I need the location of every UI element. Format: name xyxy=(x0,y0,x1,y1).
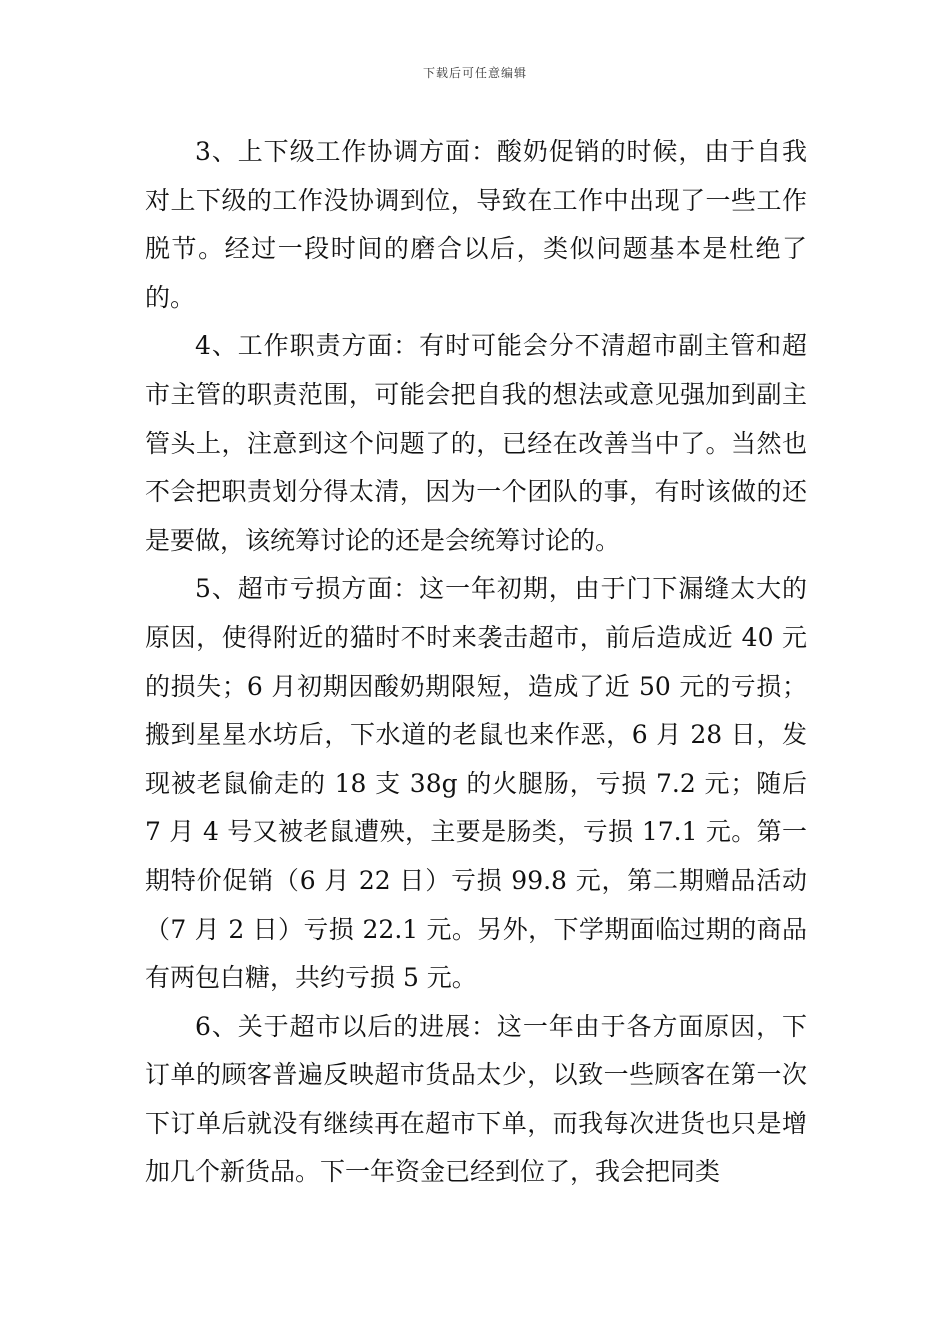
paragraph-5: 5、超市亏损方面：这一年初期，由于门下漏缝太大的原因，使得附近的猫时不时来袭击超市，前后造成近 40 元的损失；6 月初期因酸奶期限短，造成了近 50 元的亏损；搬到星星水坊后，下水道的老鼠也来作恶，6 月 28 日，发现被老鼠偷走的 18 支 38g 的火腿肠，亏损 7.2 元；随后 7 月 4 号又被老鼠遭殃，主要是肠类，亏损 17.1 元。第一期特价促销（6 月 22 日）亏损 99.8 元，第二期赠品活动（7 月 2 日）亏损 22.1 元。另外，下学期面临过期的商品有两包白糖，共约亏损 5 元。 xyxy=(145,574,807,993)
paragraph-6: 6、关于超市以后的进展：这一年由于各方面原因，下订单的顾客普遍反映超市货品太少，以致一些顾客在第一次下订单后就没有继续再在超市下单，而我每次进货也只是增加几个新货品。下一年资金已经到位了，我会把同类 xyxy=(145,1011,807,1187)
paragraph-4: 4、工作职责方面：有时可能会分不清超市副主管和超市主管的职责范围，可能会把自我的想法或意见强加到副主管头上，注意到这个问题了的，已经在改善当中了。当然也不会把职责划分得太清，因为一个团队的事，有时该做的还是要做，该统筹讨论的还是会统筹讨论的。 xyxy=(145,331,807,555)
paragraph-3: 3、上下级工作协调方面：酸奶促销的时候，由于自我对上下级的工作没协调到位，导致在工作中出现了一些工作脱节。经过一段时间的磨合以后，类似问题基本是杜绝了的。 xyxy=(145,137,807,312)
header-note: 下载后可任意编辑 xyxy=(422,66,527,80)
body-text xyxy=(145,128,807,1197)
